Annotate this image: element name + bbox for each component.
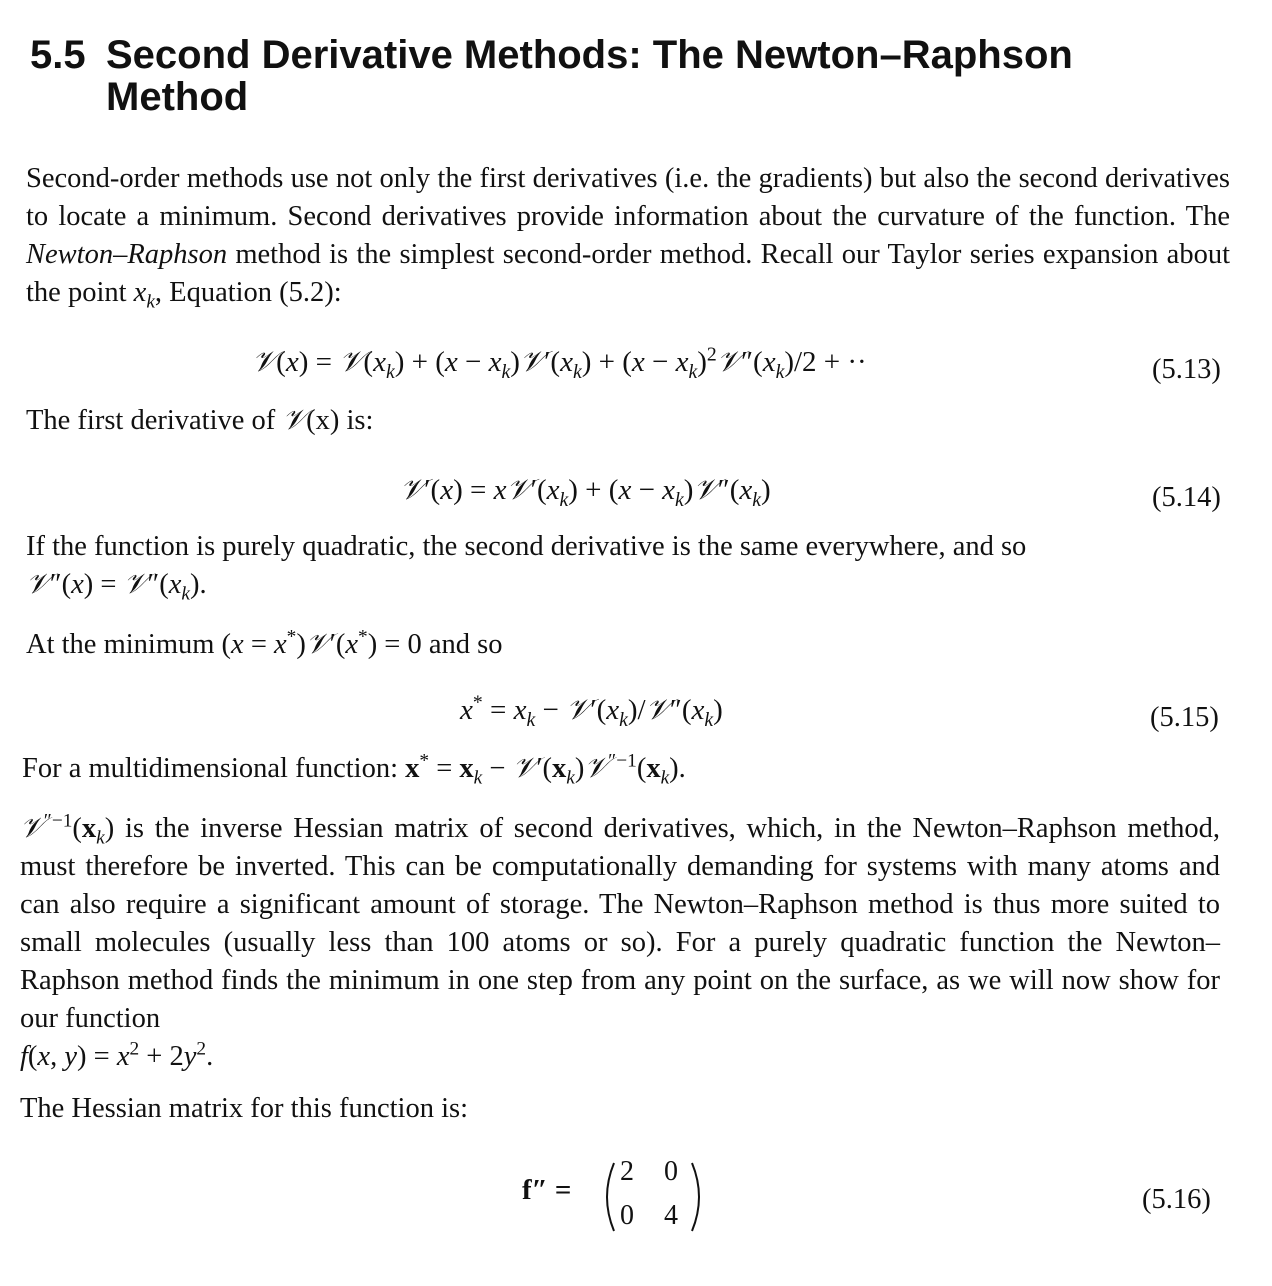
equation-5-13: 𝒱(x) = $𝒱(x_k) + (x$ − $x_k)𝒱'(x_k) + (x$ − $x_k)^2𝒱''(x_k)/2$ + ··	[252, 343, 867, 383]
paragraph-hessian-intro: The Hessian matrix for this function is:	[20, 1093, 468, 1124]
matrix-cell-1-2: 0	[664, 1156, 678, 1187]
equation-number-5-16: (5.16)	[1142, 1184, 1211, 1215]
equation-number-5-15: (5.15)	[1150, 702, 1219, 733]
matrix-cell-1-1: 2	[620, 1156, 634, 1187]
para6-function: f(x, $y) = x^2 + 2y^2$.	[20, 1038, 214, 1072]
section-number: 5.5	[30, 33, 86, 77]
equation-number-5-13: (5.13)	[1152, 354, 1221, 385]
matrix-cell-2-1: 0	[620, 1200, 634, 1231]
paragraph-inverse-hessian: $𝒱^{''-1}(x_k)$ is the inverse Hessian matrix of second derivatives, which, in the Newton–Raphson method, must therefore be inverted. This can be computationally demanding for systems with many atoms and can also require a significant amount of storage. The Newton–Raphson method is thus more suited to small molecules (usually less than 100 atoms or so). For a purely quadratic function the Newton–Raphson method finds the minimum in one step from any point on the surface, as we will now show for our function f(x, $y) = x^2 + 2y^2$.	[20, 810, 1220, 1076]
matrix-parentheses	[598, 1160, 708, 1234]
v-symbol: 𝒱	[282, 405, 307, 436]
equation-number-5-14: (5.14)	[1152, 482, 1221, 513]
section-title-line1: Second Derivative Methods: The Newton–Raphson	[106, 33, 1073, 77]
para1-text-c: , Equation (5.2):	[154, 277, 342, 308]
para6-text-a: is the inverse Hessian matrix of second derivatives, which, in the Newton–Raphson method, must therefore be inverted. This can be computationally demanding for systems with many atoms and can also require a significant amount of storage. The Newton–Raphson method is thus more suited to small molecules (usually less than 100 atoms or so). For a purely quadratic function the Newton–Raphson method finds the minimum in one step from any point on the surface, as we will now show for our function	[20, 813, 1220, 1034]
para5-text-a: For a multidimensional function:	[22, 753, 406, 784]
equation-5-16	[522, 1156, 702, 1232]
paragraph-quadratic	[26, 528, 1226, 604]
xk-symbol: x	[133, 277, 147, 308]
newton-raphson-italic: Newton–Raphson	[26, 239, 228, 270]
para1-text-a: Second-order methods use not only the first derivatives (i.e. the gradients) but also the second derivatives to locate a minimum. Second derivatives provide information about the curvature of the function. The	[26, 163, 1230, 232]
para3-text-a: If the function is purely quadratic, the second derivative is the same everywhere, and so	[26, 531, 1027, 562]
para2-text-b: (x) is:	[306, 405, 374, 436]
para3-equation: 𝒱″(x) = $𝒱''(x_k)$.	[26, 569, 207, 605]
para2-text-a: The first derivative of	[26, 405, 283, 436]
hessian-lhs: f″ =	[522, 1174, 572, 1206]
paragraph-minimum: At the minimum (x = x*)𝒱′(x*) = 0 and so	[26, 626, 503, 660]
paragraph-first-derivative	[26, 402, 1230, 440]
section-heading	[30, 34, 1073, 118]
paragraph-intro	[26, 160, 1230, 312]
paragraph-multidimensional: For a multidimensional function: $x^* = x_k$ − $𝒱'(x_k)𝒱^{''-1}(x_k)$.	[22, 750, 686, 789]
equation-5-15: $x^* = x_k$ − $𝒱'(x_k)/𝒱''(x_k)$	[460, 691, 723, 731]
section-title-line2: Method	[106, 75, 249, 119]
matrix-cell-2-2: 4	[664, 1200, 678, 1231]
para1-text-b: method is the simplest second-order method. Recall our Taylor series expansion about the point	[26, 239, 1230, 308]
equation-5-14: 𝒱′(x) = $x𝒱'(x_k) + (x$ − $x_k)𝒱''(x_k)$	[400, 474, 771, 511]
xk-subscript: k	[146, 291, 155, 313]
